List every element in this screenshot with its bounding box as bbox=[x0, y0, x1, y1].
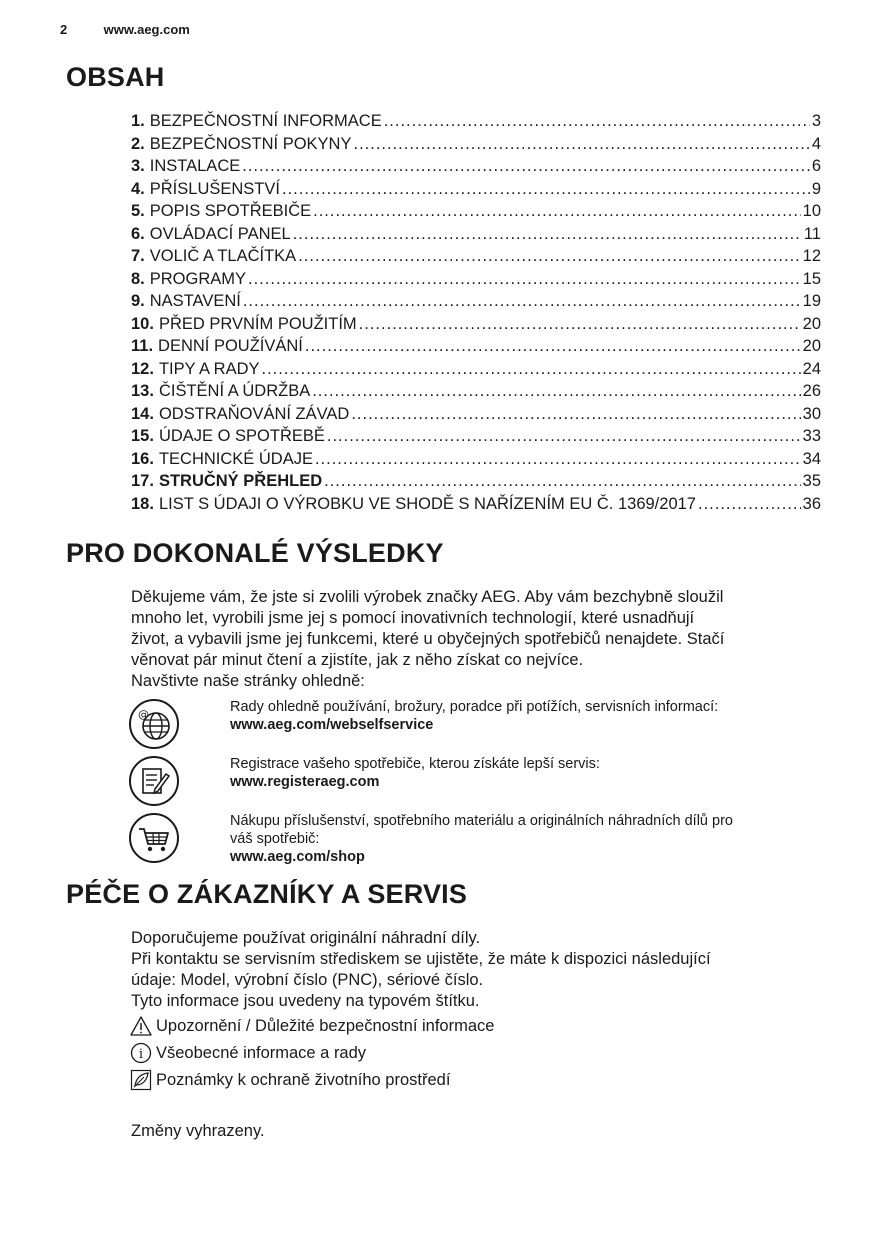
legend-environment bbox=[130, 1069, 450, 1091]
results-intro bbox=[131, 587, 821, 692]
toc-entry-page: 24 bbox=[802, 359, 821, 378]
toc-leader-dots bbox=[293, 225, 802, 244]
service-url[interactable]: www.aeg.com/webselfservice bbox=[230, 717, 434, 733]
toc-entry-title: TIPY A RADY bbox=[158, 359, 260, 378]
intro-line: Navštivte naše stránky ohledně: bbox=[131, 672, 365, 690]
toc-entry-page: 11 bbox=[803, 224, 821, 243]
toc-entry-title: VOLIČ A TLAČÍTKA bbox=[149, 247, 297, 265]
toc-entry[interactable] bbox=[131, 247, 821, 270]
toc-entry[interactable] bbox=[131, 382, 821, 405]
toc-entry-number: 14. bbox=[131, 404, 154, 423]
toc-entry-page: 36 bbox=[802, 494, 821, 513]
service-url[interactable]: www.aeg.com/shop bbox=[230, 849, 365, 865]
intro-line: věnovat pár minut čtení a zjistíte, jak z něho získat co nejvíce. bbox=[131, 651, 584, 669]
toc-entry-page: 26 bbox=[802, 382, 821, 400]
intro-line: Děkujeme vám, že jste si zvolili výrobek značky AEG. Aby vám bezchybně sloužil bbox=[131, 588, 724, 606]
toc-entry-title: ODSTRAŇOVÁNÍ ZÁVAD bbox=[158, 404, 350, 423]
toc-entry-number: 5. bbox=[131, 202, 145, 220]
toc-entry-page: 10 bbox=[802, 202, 821, 220]
toc-entry[interactable] bbox=[131, 405, 821, 428]
toc-entry-page: 3 bbox=[811, 112, 821, 130]
care-heading: PÉČE O ZÁKAZNÍKY A SERVIS bbox=[66, 879, 468, 909]
legend-warning bbox=[130, 1015, 494, 1037]
toc-entry-title: PŘÍSLUŠENSTVÍ bbox=[149, 179, 280, 198]
toc-entry-page: 19 bbox=[802, 292, 821, 310]
service-url[interactable]: www.registeraeg.com bbox=[230, 774, 380, 790]
toc-leader-dots bbox=[359, 315, 801, 334]
toc-entry[interactable] bbox=[131, 427, 821, 450]
care-line: Při kontaktu se servisním střediskem se ujistěte, že máte k dispozici následující bbox=[131, 950, 711, 968]
warning-triangle-icon bbox=[130, 1015, 152, 1037]
toc-entry-number: 18. bbox=[131, 494, 154, 513]
care-text bbox=[131, 928, 821, 1012]
toc-entry[interactable] bbox=[131, 450, 821, 473]
toc-entry-title: ÚDAJE O SPOTŘEBĚ bbox=[158, 427, 325, 445]
toc-entry-number: 3. bbox=[131, 157, 145, 175]
toc-leader-dots bbox=[327, 427, 801, 446]
toc-entry[interactable] bbox=[131, 495, 821, 518]
toc-entry-title: BEZPEČNOSTNÍ INFORMACE bbox=[149, 112, 382, 130]
toc-entry-number: 7. bbox=[131, 247, 145, 265]
toc-leader-dots bbox=[315, 450, 801, 469]
toc-entry-page: 15 bbox=[802, 269, 821, 288]
toc-entry-title: NASTAVENÍ bbox=[149, 292, 241, 310]
toc-entry-page: 6 bbox=[811, 157, 821, 175]
page-header bbox=[60, 22, 190, 37]
page-number: 2 bbox=[60, 22, 68, 37]
toc-entry-number: 13. bbox=[131, 382, 154, 400]
toc-leader-dots bbox=[698, 495, 801, 514]
legend-info bbox=[130, 1042, 366, 1064]
toc-entry-number: 15. bbox=[131, 427, 154, 445]
toc-entry-page: 35 bbox=[802, 472, 821, 490]
toc-entry-title: ČIŠTĚNÍ A ÚDRŽBA bbox=[158, 382, 311, 400]
toc-entry-page: 12 bbox=[802, 247, 821, 265]
toc-entry-number: 16. bbox=[131, 449, 154, 468]
toc-entry[interactable] bbox=[131, 180, 821, 203]
toc-leader-dots bbox=[351, 405, 800, 424]
toc-entry-title: TECHNICKÉ ÚDAJE bbox=[158, 449, 313, 468]
environment-leaf-icon bbox=[130, 1069, 152, 1091]
website-link[interactable]: www.aeg.com bbox=[103, 22, 190, 37]
toc-entry-title: BEZPEČNOSTNÍ POKYNY bbox=[149, 134, 352, 153]
legend-text: Poznámky k ochraně životního prostředí bbox=[156, 1070, 451, 1089]
toc-leader-dots bbox=[298, 247, 800, 266]
toc-entry-page: 9 bbox=[811, 179, 821, 198]
svg-text:@: @ bbox=[138, 708, 149, 721]
shopping-cart-icon bbox=[128, 812, 180, 864]
toc-entry[interactable] bbox=[131, 270, 821, 293]
toc-entry-page: 20 bbox=[802, 337, 821, 355]
toc-entry[interactable] bbox=[131, 315, 821, 338]
toc-entry[interactable] bbox=[131, 472, 821, 495]
toc-entry-number: 6. bbox=[131, 224, 145, 243]
info-icon bbox=[130, 1042, 152, 1064]
toc-leader-dots bbox=[384, 112, 810, 131]
toc-entry[interactable] bbox=[131, 225, 821, 248]
toc-leader-dots bbox=[243, 292, 801, 311]
toc-entry-number: 8. bbox=[131, 269, 145, 288]
care-line: Tyto informace jsou uvedeny na typovém štítku. bbox=[131, 992, 480, 1010]
toc-entry-number: 11. bbox=[131, 337, 154, 355]
results-heading: PRO DOKONALÉ VÝSLEDKY bbox=[66, 538, 444, 568]
svg-text:i: i bbox=[138, 1047, 144, 1062]
toc-leader-dots bbox=[312, 382, 800, 401]
toc-entry-number: 12. bbox=[131, 359, 154, 378]
table-of-contents bbox=[131, 112, 821, 517]
toc-entry-number: 4. bbox=[131, 179, 145, 198]
toc-entry[interactable] bbox=[131, 360, 821, 383]
toc-leader-dots bbox=[262, 360, 801, 379]
legend-text: Upozornění / Důležité bezpečnostní informace bbox=[156, 1016, 495, 1035]
toc-entry-page: 33 bbox=[802, 427, 821, 445]
care-line: Doporučujeme používat originální náhradní díly. bbox=[131, 929, 481, 947]
toc-heading: OBSAH bbox=[66, 62, 165, 92]
toc-entry-number: 9. bbox=[131, 292, 145, 310]
intro-line: mnoho let, vyrobili jsme jej s pomocí inovativních technologií, které usnadňují bbox=[131, 609, 695, 627]
service-description: Nákupu příslušenství, spotřebního materiálu a originálních náhradních dílů pro bbox=[230, 813, 733, 829]
toc-entry-number: 2. bbox=[131, 134, 145, 153]
toc-entry-number: 10. bbox=[131, 314, 154, 333]
toc-leader-dots bbox=[324, 472, 801, 491]
service-description: váš spotřebič: bbox=[230, 831, 320, 847]
toc-leader-dots bbox=[353, 135, 809, 154]
toc-entry-title: STRUČNÝ PŘEHLED bbox=[158, 472, 323, 490]
registration-document-icon bbox=[128, 755, 180, 807]
toc-entry-title: OVLÁDACÍ PANEL bbox=[149, 224, 291, 243]
toc-entry-title: DENNÍ POUŽÍVÁNÍ bbox=[158, 337, 303, 355]
toc-leader-dots bbox=[282, 180, 810, 199]
toc-entry[interactable] bbox=[131, 135, 821, 158]
toc-entry-title: PROGRAMY bbox=[149, 269, 247, 288]
toc-entry-page: 30 bbox=[802, 404, 821, 423]
footer-note: Změny vyhrazeny. bbox=[131, 1122, 265, 1140]
service-description: Rady ohledně používání, brožury, poradce při potížích, servisních informací: bbox=[230, 699, 719, 715]
toc-entry-title: POPIS SPOTŘEBIČE bbox=[149, 202, 312, 220]
toc-entry[interactable] bbox=[131, 202, 821, 225]
toc-leader-dots bbox=[305, 337, 801, 356]
toc-entry-title: LIST S ÚDAJI O VÝROBKU VE SHODĚ S NAŘÍZENÍM EU Č. 1369/2017 bbox=[158, 494, 696, 513]
care-line: údaje: Model, výrobní číslo (PNC), sériové číslo. bbox=[131, 971, 484, 989]
toc-leader-dots bbox=[242, 157, 810, 176]
toc-entry-number: 17. bbox=[131, 472, 154, 490]
web-globe-icon bbox=[128, 698, 180, 750]
service-description: Registrace vašeho spotřebiče, kterou získáte lepší servis: bbox=[230, 756, 600, 772]
toc-entry-page: 34 bbox=[802, 449, 821, 468]
toc-entry-number: 1. bbox=[131, 112, 145, 130]
toc-entry-page: 20 bbox=[802, 314, 821, 333]
toc-entry[interactable] bbox=[131, 337, 821, 360]
toc-entry-title: PŘED PRVNÍM POUŽITÍM bbox=[158, 314, 357, 333]
intro-line: život, a vybavili jsme jej funkcemi, které u obyčejných spotřebičů nenajdete. Stačí bbox=[131, 630, 725, 648]
toc-entry-page: 4 bbox=[811, 134, 821, 153]
toc-entry[interactable] bbox=[131, 112, 821, 135]
toc-entry[interactable] bbox=[131, 157, 821, 180]
toc-entry-title: INSTALACE bbox=[149, 157, 241, 175]
toc-leader-dots bbox=[248, 270, 801, 289]
legend-text: Všeobecné informace a rady bbox=[156, 1043, 367, 1062]
toc-entry[interactable] bbox=[131, 292, 821, 315]
toc-leader-dots bbox=[313, 202, 801, 221]
